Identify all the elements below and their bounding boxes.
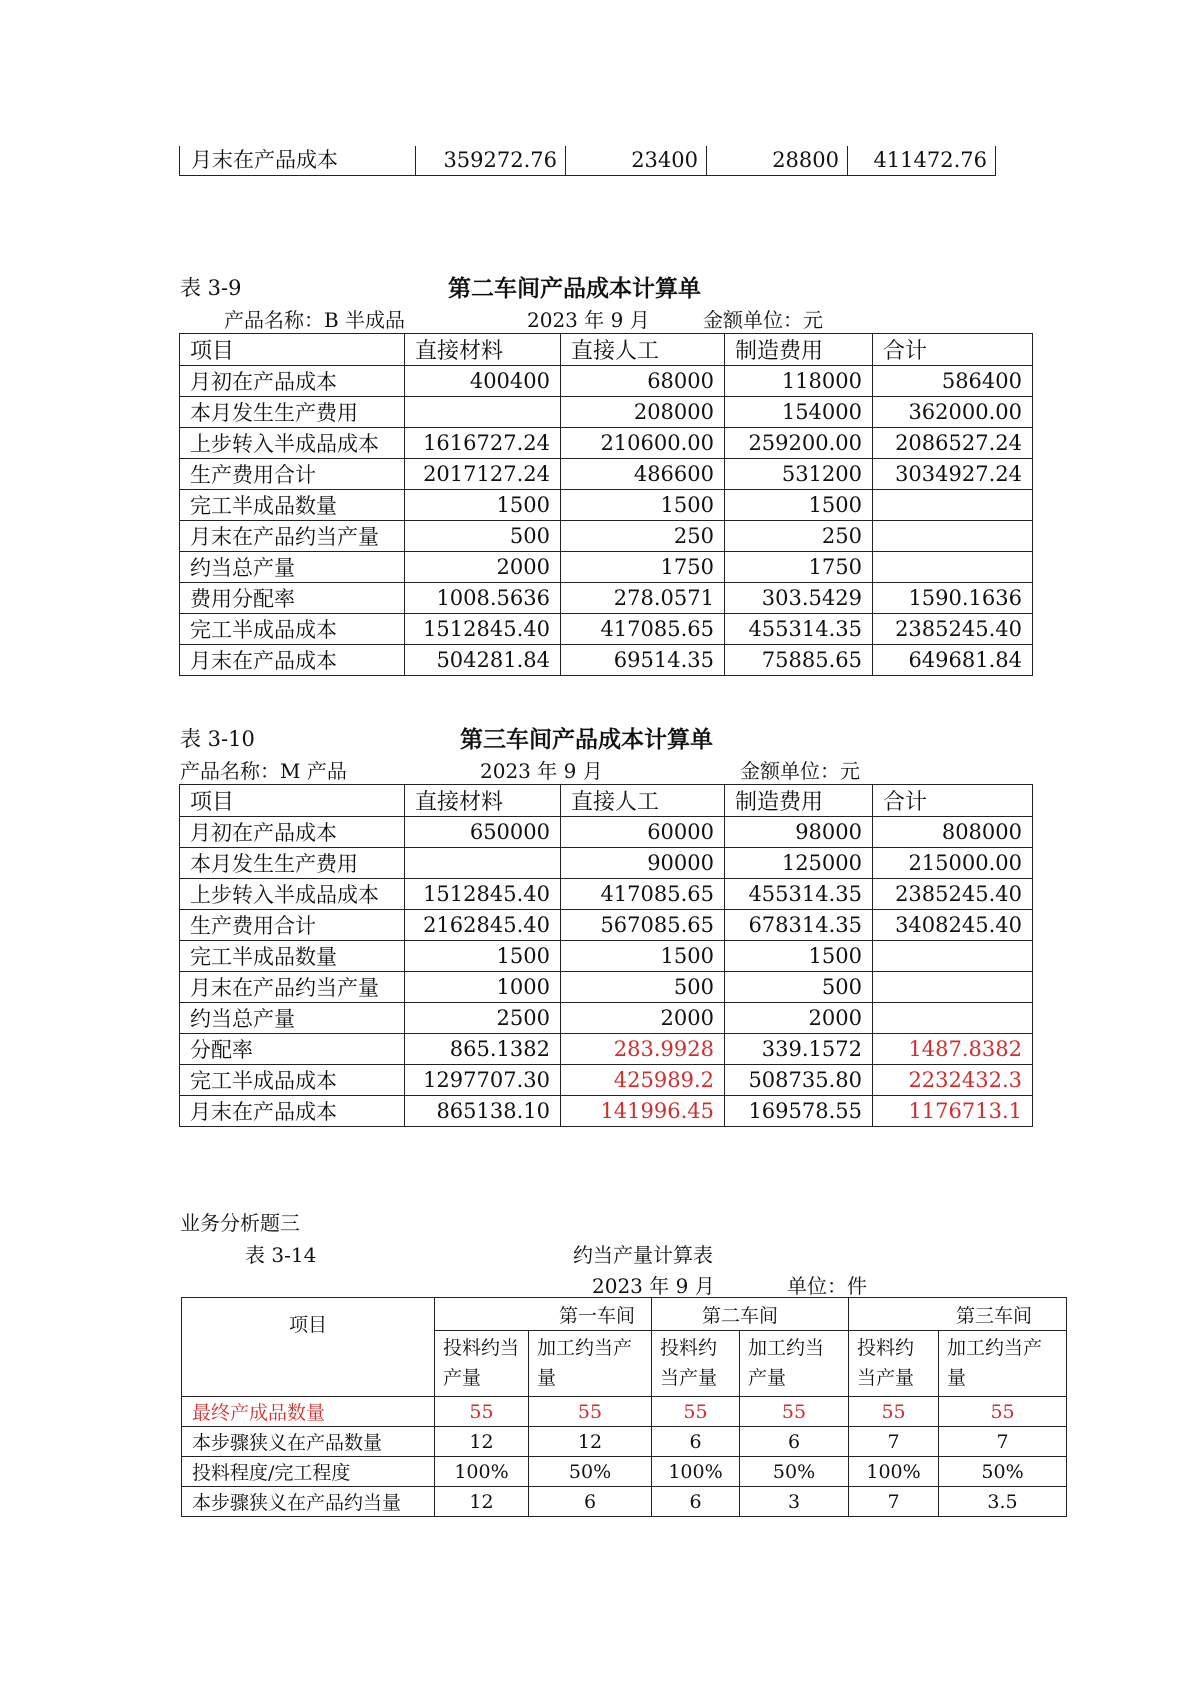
row-label: 本步骤狭义在产品约当量 — [182, 1487, 435, 1517]
product-name: 产品名称：B 半成品 — [224, 308, 406, 332]
table-cell: 567085.65 — [561, 910, 725, 941]
table-cell: 1000 — [405, 972, 561, 1003]
table-cell: 12 — [529, 1427, 652, 1457]
row-label: 约当总产量 — [180, 552, 405, 583]
table-cell: 118000 — [725, 366, 873, 397]
table-cell: 55 — [652, 1397, 740, 1427]
table-cell: 210600.00 — [561, 428, 725, 459]
row-label: 月末在产品成本 — [180, 1096, 405, 1127]
table-cell: 2385245.40 — [873, 614, 1033, 645]
table-cell: 650000 — [405, 817, 561, 848]
table-cell: 68000 — [561, 366, 725, 397]
table-cell: 1500 — [725, 490, 873, 521]
table-cell: 6 — [652, 1427, 740, 1457]
table-cell: 1590.1636 — [873, 583, 1033, 614]
table-cell: 2500 — [405, 1003, 561, 1034]
table-cell: 1616727.24 — [405, 428, 561, 459]
table-cell: 259200.00 — [725, 428, 873, 459]
table-cell: 1750 — [725, 552, 873, 583]
cost-table-3-10 — [179, 784, 1033, 1127]
table-date: 2023 年 9 月 — [592, 1274, 715, 1298]
table-cell: 1500 — [561, 490, 725, 521]
section-heading: 业务分析题三 — [180, 1211, 300, 1235]
row-label: 费用分配率 — [180, 583, 405, 614]
table-cell: 362000.00 — [873, 397, 1033, 428]
column-header: 合计 — [873, 334, 1033, 366]
table-cell: 339.1572 — [725, 1034, 873, 1065]
column-header: 制造费用 — [725, 785, 873, 817]
table-cell: 6 — [652, 1487, 740, 1517]
table-row — [182, 1457, 1067, 1487]
table-row — [180, 910, 1033, 941]
top-row-cell: 23400 — [631, 148, 698, 172]
table-cell: 1487.8382 — [873, 1034, 1033, 1065]
table-cell: 500 — [405, 521, 561, 552]
table-cell: 1297707.30 — [405, 1065, 561, 1096]
column-header: 直接人工 — [561, 785, 725, 817]
table-row — [180, 459, 1033, 490]
table-cell: 55 — [740, 1397, 849, 1427]
table-cell — [873, 1003, 1033, 1034]
table-cell: 7 — [939, 1427, 1067, 1457]
header-row — [180, 334, 1033, 366]
header-row — [180, 785, 1033, 817]
row-label: 最终产成品数量 — [182, 1397, 435, 1427]
table-cell: 7 — [849, 1487, 939, 1517]
table-cell: 1512845.40 — [405, 879, 561, 910]
table-cell: 125000 — [725, 848, 873, 879]
table-date: 2023 年 9 月 — [480, 759, 603, 783]
table-row — [182, 1397, 1067, 1427]
row-label: 完工半成品成本 — [180, 614, 405, 645]
row-label: 完工半成品数量 — [180, 941, 405, 972]
table-cell: 508735.80 — [725, 1065, 873, 1096]
table-cell: 531200 — [725, 459, 873, 490]
group-header: 第二车间 — [652, 1298, 849, 1331]
table-cell: 6 — [529, 1487, 652, 1517]
table-cell: 90000 — [561, 848, 725, 879]
table-title: 第二车间产品成本计算单 — [448, 275, 701, 302]
table-row — [180, 1003, 1033, 1034]
table-cell: 586400 — [873, 366, 1033, 397]
table-cell: 417085.65 — [561, 879, 725, 910]
row-label: 本月发生生产费用 — [180, 397, 405, 428]
table-cell: 2162845.40 — [405, 910, 561, 941]
table-row — [180, 521, 1033, 552]
table-row — [180, 428, 1033, 459]
table-cell: 1500 — [725, 941, 873, 972]
table-cell: 169578.55 — [725, 1096, 873, 1127]
column-header: 直接材料 — [405, 785, 561, 817]
table-cell: 2000 — [561, 1003, 725, 1034]
row-label: 完工半成品成本 — [180, 1065, 405, 1096]
table-cell: 75885.65 — [725, 645, 873, 676]
table-cell: 1512845.40 — [405, 614, 561, 645]
row-label: 月末在产品约当产量 — [180, 972, 405, 1003]
equivalent-units-table — [181, 1297, 1067, 1517]
table-cell: 649681.84 — [873, 645, 1033, 676]
table-row — [182, 1427, 1067, 1457]
amount-unit: 单位：件 — [787, 1274, 867, 1298]
table-cell: 500 — [561, 972, 725, 1003]
item-header: 项目 — [182, 1298, 435, 1397]
table-row — [180, 1065, 1033, 1096]
table-row — [180, 972, 1033, 1003]
row-label: 本步骤狭义在产品数量 — [182, 1427, 435, 1457]
table-row — [180, 817, 1033, 848]
table-row — [180, 490, 1033, 521]
table-cell: 50% — [939, 1457, 1067, 1487]
table-cell: 141996.45 — [561, 1096, 725, 1127]
table-cell: 455314.35 — [725, 614, 873, 645]
table-cell — [873, 552, 1033, 583]
row-label: 分配率 — [180, 1034, 405, 1065]
row-label: 完工半成品数量 — [180, 490, 405, 521]
table-cell: 1500 — [405, 490, 561, 521]
subheader: 投料约当产量 — [652, 1331, 740, 1397]
table-cell: 3 — [740, 1487, 849, 1517]
table-cell: 2086527.24 — [873, 428, 1033, 459]
table-cell: 250 — [561, 521, 725, 552]
subheader: 投料约当产量 — [849, 1331, 939, 1397]
table-row — [180, 583, 1033, 614]
table-cell: 100% — [435, 1457, 529, 1487]
row-label: 投料程度/完工程度 — [182, 1457, 435, 1487]
row-label: 本月发生生产费用 — [180, 848, 405, 879]
table-cell: 2385245.40 — [873, 879, 1033, 910]
table-row — [180, 614, 1033, 645]
table-cell: 55 — [435, 1397, 529, 1427]
top-row-cell: 359272.76 — [443, 148, 557, 172]
table-cell: 283.9928 — [561, 1034, 725, 1065]
table-cell: 215000.00 — [873, 848, 1033, 879]
table-cell: 7 — [849, 1427, 939, 1457]
row-label: 月初在产品成本 — [180, 817, 405, 848]
row-label: 月末在产品成本 — [180, 645, 405, 676]
subheader: 加工约当产量 — [939, 1331, 1067, 1397]
table-cell: 2000 — [405, 552, 561, 583]
table-cell — [873, 521, 1033, 552]
table-cell: 865138.10 — [405, 1096, 561, 1127]
column-header: 合计 — [873, 785, 1033, 817]
column-header: 项目 — [180, 785, 405, 817]
table-cell — [405, 848, 561, 879]
table-cell: 55 — [849, 1397, 939, 1427]
table-cell: 808000 — [873, 817, 1033, 848]
table-row — [180, 879, 1033, 910]
table-cell: 55 — [939, 1397, 1067, 1427]
table-cell: 1500 — [561, 941, 725, 972]
table-title: 第三车间产品成本计算单 — [460, 726, 713, 753]
subheader: 投料约当产量 — [435, 1331, 529, 1397]
table-cell: 98000 — [725, 817, 873, 848]
table-cell: 678314.35 — [725, 910, 873, 941]
table-cell: 208000 — [561, 397, 725, 428]
table-number: 表 3-14 — [245, 1243, 317, 1267]
table-date: 2023 年 9 月 — [527, 308, 650, 332]
subheader: 加工约当产量 — [529, 1331, 652, 1397]
table-cell: 425989.2 — [561, 1065, 725, 1096]
table-cell: 154000 — [725, 397, 873, 428]
table-cell: 1008.5636 — [405, 583, 561, 614]
table-cell: 12 — [435, 1487, 529, 1517]
row-label: 上步转入半成品成本 — [180, 879, 405, 910]
table-cell: 3.5 — [939, 1487, 1067, 1517]
table-cell — [873, 972, 1033, 1003]
table-cell: 60000 — [561, 817, 725, 848]
top-row — [179, 146, 996, 176]
table-row — [180, 397, 1033, 428]
table-cell: 1176713.1 — [873, 1096, 1033, 1127]
group-header: 第三车间 — [849, 1298, 1067, 1331]
subheader: 加工约当产量 — [740, 1331, 849, 1397]
table-cell: 486600 — [561, 459, 725, 490]
row-label: 上步转入半成品成本 — [180, 428, 405, 459]
row-label: 生产费用合计 — [180, 910, 405, 941]
amount-unit: 金额单位：元 — [740, 759, 860, 783]
row-label: 约当总产量 — [180, 1003, 405, 1034]
table-cell: 400400 — [405, 366, 561, 397]
table-cell — [873, 941, 1033, 972]
table-cell: 417085.65 — [561, 614, 725, 645]
column-header: 直接人工 — [561, 334, 725, 366]
product-name: 产品名称：M 产品 — [180, 759, 347, 783]
table-cell — [873, 490, 1033, 521]
table-cell: 50% — [740, 1457, 849, 1487]
table-cell: 2017127.24 — [405, 459, 561, 490]
cost-table-3-9 — [179, 333, 1033, 676]
table-row — [180, 645, 1033, 676]
table-cell: 500 — [725, 972, 873, 1003]
table-cell: 69514.35 — [561, 645, 725, 676]
column-header: 直接材料 — [405, 334, 561, 366]
table-cell: 504281.84 — [405, 645, 561, 676]
table-cell: 278.0571 — [561, 583, 725, 614]
row-label: 月末在产品约当产量 — [180, 521, 405, 552]
column-header: 项目 — [180, 334, 405, 366]
table-cell: 100% — [652, 1457, 740, 1487]
table-cell: 6 — [740, 1427, 849, 1457]
row-label: 月初在产品成本 — [180, 366, 405, 397]
table-row — [180, 941, 1033, 972]
table-cell — [405, 397, 561, 428]
table-cell: 3034927.24 — [873, 459, 1033, 490]
table-cell: 55 — [529, 1397, 652, 1427]
column-header: 制造费用 — [725, 334, 873, 366]
table-row — [180, 552, 1033, 583]
amount-unit: 金额单位：元 — [703, 308, 823, 332]
table-title: 约当产量计算表 — [573, 1243, 713, 1267]
table-row — [182, 1487, 1067, 1517]
table-cell: 12 — [435, 1427, 529, 1457]
table-row — [180, 1096, 1033, 1127]
table-cell: 455314.35 — [725, 879, 873, 910]
table-cell: 50% — [529, 1457, 652, 1487]
table-row — [180, 366, 1033, 397]
table-cell: 100% — [849, 1457, 939, 1487]
table-cell: 3408245.40 — [873, 910, 1033, 941]
table-cell: 865.1382 — [405, 1034, 561, 1065]
top-row-cell: 28800 — [772, 148, 839, 172]
table-row — [180, 848, 1033, 879]
table-row — [180, 1034, 1033, 1065]
table-number: 表 3-10 — [180, 727, 255, 751]
group-header: 第一车间 — [435, 1298, 652, 1331]
table-cell: 2232432.3 — [873, 1065, 1033, 1096]
table-cell: 303.5429 — [725, 583, 873, 614]
table-cell: 1750 — [561, 552, 725, 583]
table-number: 表 3-9 — [180, 276, 242, 300]
table-cell: 250 — [725, 521, 873, 552]
table-cell: 1500 — [405, 941, 561, 972]
table-cell: 2000 — [725, 1003, 873, 1034]
row-label: 生产费用合计 — [180, 459, 405, 490]
top-row-cell: 411472.76 — [873, 148, 987, 172]
top-row-label: 月末在产品成本 — [191, 148, 338, 172]
